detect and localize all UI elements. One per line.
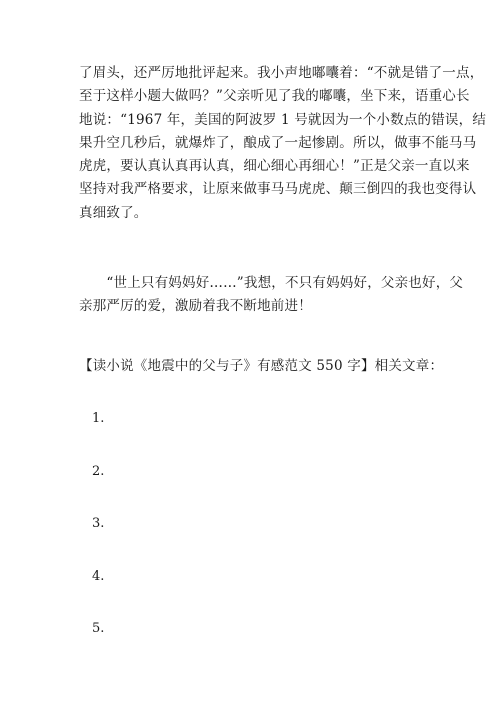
text-line: 地说：“1967 年，美国的阿波罗 1 号就因为一个小数点的错误，结 [79, 111, 487, 128]
text-line: 【读小说《地震中的父与子》有感范文 550 字】相关文章： [79, 358, 444, 374]
body-paragraph-2 [79, 272, 464, 319]
list-item: 1. [92, 411, 105, 426]
list-item: 5. [92, 621, 105, 636]
text-line: 真细致了。 [79, 204, 148, 221]
text-line: 了眉头，还严厉地批评起来。我小声地嘟囔着：“不就是错了一点， [79, 65, 484, 81]
list-item: 4. [92, 568, 105, 584]
related-articles-heading [79, 355, 444, 378]
list-item: 3. [92, 516, 105, 531]
text-line: 亲那严厉的爱，激励着我不断地前进！ [79, 298, 312, 315]
body-paragraph-1 [79, 62, 487, 225]
text-line: 果升空几秒后，就爆炸了，酿成了一起惨剧。所以，做事不能马马 [79, 134, 477, 151]
text-line: “世上只有妈妈好……”我想，不只有妈妈好，父亲也好，父 [79, 275, 464, 291]
related-articles-list [92, 409, 104, 672]
text-line: 坚持对我严格要求，让原来做事马马虎虎、颠三倒四的我也变得认 [79, 181, 477, 198]
text-line: 至于这样小题大做吗？”父亲听见了我的嘟囔，坐下来，语重心长 [79, 88, 470, 105]
list-item: 2. [92, 463, 105, 479]
text-line: 虎虎，要认真认真再认真，细心细心再细心！”正是父亲一直以来 [79, 158, 470, 175]
